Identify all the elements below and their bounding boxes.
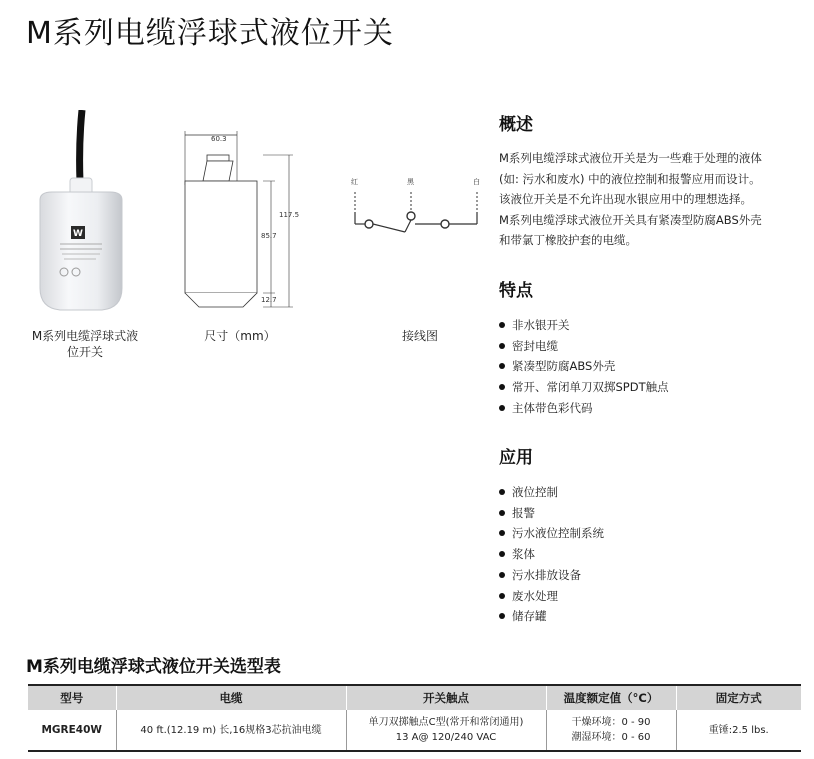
col-header-temperature: 温度额定值（°C） — [546, 685, 676, 710]
cell-mounting: 重锤:2.5 lbs. — [676, 710, 801, 751]
contact-line: 单刀双掷触点C型(常开和常闭通用) — [368, 717, 524, 728]
contact-line: 13 A@ 120/240 VAC — [395, 732, 497, 743]
overview-line: (如: 污水和废水) 中的液位控制和报警应用而设计。 — [499, 171, 761, 186]
list-item: 报警 — [499, 503, 604, 524]
product-caption: M系列电缆浮球式液 位开关 — [31, 329, 139, 359]
page-title: M系列电缆浮球式液位开关 — [26, 16, 394, 51]
list-item: 紧凑型防腐ABS外壳 — [499, 356, 669, 377]
overview-line: M系列电缆浮球式液位开关具有紧凑型防腐ABS外壳 — [499, 212, 762, 227]
cell-temperature — [546, 710, 676, 751]
list-item: 废水处理 — [499, 586, 604, 607]
list-item: 浆体 — [499, 544, 604, 565]
list-item: 污水排放设备 — [499, 565, 604, 586]
col-header-contact: 开关触点 — [346, 685, 546, 710]
overview-line: 该液位开关是不允许出现水银应用中的理想选择。 — [499, 192, 752, 206]
list-item: 密封电缆 — [499, 336, 669, 357]
list-item: 主体带色彩代码 — [499, 398, 669, 419]
table-header-row — [28, 685, 801, 710]
temp-line: 潮湿环境：0 - 60 — [571, 732, 651, 743]
logo-text: W — [73, 229, 83, 239]
features-heading: 特点 — [499, 281, 533, 301]
dim-width: 60.3 — [211, 135, 227, 143]
applications-heading: 应用 — [499, 448, 533, 468]
cell-cable: 40 ft.(12.19 m) 长,16规格3芯抗油电缆 — [116, 710, 346, 751]
overview-heading: 概述 — [499, 115, 533, 135]
dimensions-caption: 尺寸（mm） — [204, 329, 276, 343]
col-header-mounting: 固定方式 — [676, 685, 801, 710]
dim-height-body: 85.7 — [261, 232, 277, 240]
temp-line: 干燥环境：0 - 90 — [571, 717, 651, 728]
wire-label-white: 白 — [473, 178, 480, 186]
col-header-model: 型号 — [28, 685, 116, 710]
dim-height-total: 117.5 — [279, 211, 300, 219]
overview-line: M系列电缆浮球式液位开关是为一些难于处理的液体 — [499, 151, 762, 165]
list-item: 污水液位控制系统 — [499, 523, 604, 544]
selection-table-title: M系列电缆浮球式液位开关选型表 — [26, 657, 281, 677]
applications-list — [499, 482, 604, 627]
table-row — [28, 710, 801, 751]
list-item: 常开、常闭单刀双掷SPDT触点 — [499, 377, 669, 398]
wire-label-black: 黑 — [407, 178, 414, 186]
dim-height-base: 12.7 — [261, 296, 277, 304]
wiring-diagram — [345, 172, 485, 242]
list-item: 非水银开关 — [499, 315, 669, 336]
wiring-caption: 接线图 — [401, 329, 438, 343]
product-image — [30, 110, 130, 320]
cell-contact — [346, 710, 546, 751]
dimension-drawing — [175, 125, 300, 315]
wire-label-red: 红 — [351, 178, 358, 186]
selection-table — [28, 684, 801, 752]
overview-line: 和带氯丁橡胶护套的电缆。 — [499, 233, 637, 247]
cell-model: MGRE40W — [28, 710, 116, 751]
list-item: 液位控制 — [499, 482, 604, 503]
overview-text — [499, 148, 762, 251]
col-header-cable: 电缆 — [116, 685, 346, 710]
features-list — [499, 315, 669, 419]
list-item: 储存罐 — [499, 606, 604, 627]
